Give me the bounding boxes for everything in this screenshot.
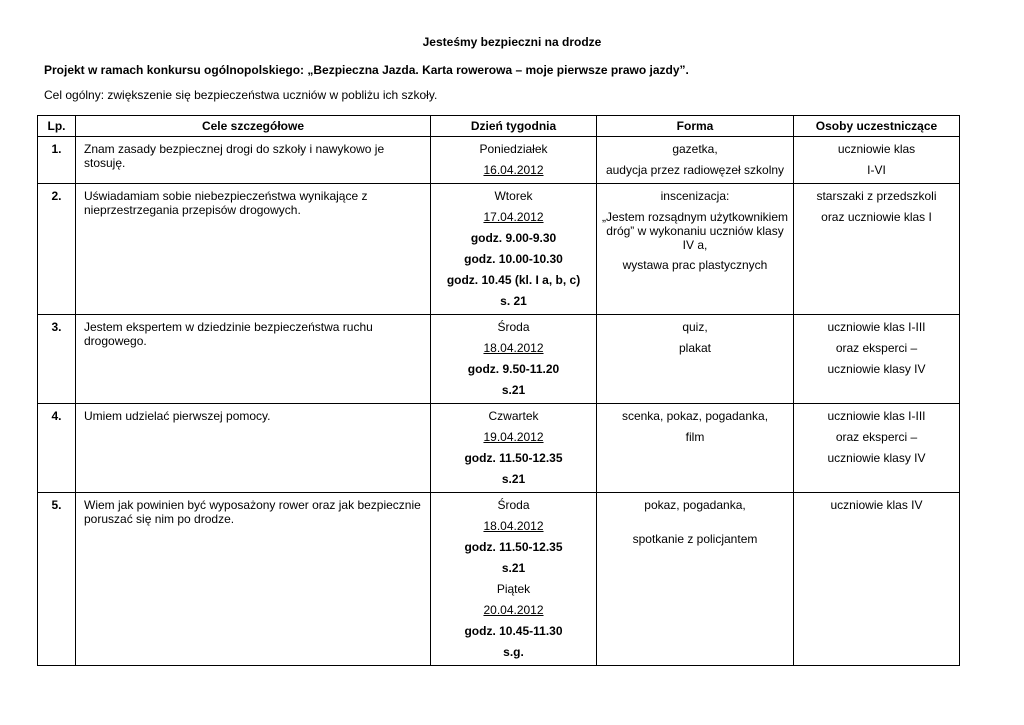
day-line: s.g.	[503, 645, 524, 659]
header-participants: Osoby uczestniczące	[794, 116, 960, 137]
row-participants	[794, 493, 960, 666]
row-day	[431, 137, 597, 184]
general-goal: Cel ogólny: zwiększenie się bezpieczeństwa uczniów w pobliżu ich szkoły.	[44, 88, 438, 102]
day-line: s.21	[501, 383, 526, 397]
row-participants	[794, 404, 960, 493]
schedule-table	[37, 115, 960, 666]
day-line: godz. 10.00-10.30	[464, 252, 563, 266]
header-day: Dzień tygodnia	[431, 116, 597, 137]
row-participants	[794, 315, 960, 404]
day-line: godz. 10.45 (kl. I a, b, c)	[446, 273, 581, 287]
participant-line: oraz eksperci –	[835, 430, 918, 444]
day-line: Poniedziałek	[479, 142, 548, 156]
header-lp: Lp.	[38, 116, 76, 137]
day-line: Czwartek	[488, 409, 539, 423]
row-form	[597, 137, 794, 184]
participant-line: oraz uczniowie klas I	[821, 210, 932, 224]
row-day	[431, 404, 597, 493]
form-line: „Jestem rozsądnym użytkownikiem dróg” w wykonaniu uczniów klasy IV a,	[601, 210, 789, 252]
row-participants	[794, 184, 960, 315]
table-row	[38, 137, 960, 184]
form-line: quiz,	[682, 320, 708, 334]
participant-line: uczniowie klasy IV	[827, 451, 926, 465]
row-number: 2.	[38, 184, 76, 315]
table-body	[38, 137, 960, 666]
row-number: 3.	[38, 315, 76, 404]
day-line: 18.04.2012	[483, 519, 544, 533]
day-line: Wtorek	[494, 189, 533, 203]
day-line: godz. 9.50-11.20	[467, 362, 560, 376]
row-form	[597, 493, 794, 666]
project-subtitle: Projekt w ramach konkursu ogólnopolskiego: „Bezpieczna Jazda. Karta rowerowa – moje pierwsze prawo jazdy”.	[44, 63, 689, 77]
row-goal: Jestem ekspertem w dziedzinie bezpieczeństwa ruchu drogowego.	[76, 315, 431, 404]
table-row	[38, 493, 960, 666]
table-row	[38, 404, 960, 493]
form-line: spotkanie z policjantem	[632, 532, 758, 546]
table-row	[38, 184, 960, 315]
day-line: godz. 11.50-12.35	[464, 451, 563, 465]
day-line: 19.04.2012	[483, 430, 544, 444]
participant-line: I-VI	[867, 163, 886, 177]
table-row	[38, 315, 960, 404]
row-form	[597, 184, 794, 315]
row-goal: Uświadamiam sobie niebezpieczeństwa wynikające z nieprzestrzegania przepisów drogowych.	[76, 184, 431, 315]
document-title: Jesteśmy bezpieczni na drodze	[422, 35, 602, 49]
participant-line: uczniowie klasy IV	[827, 362, 926, 376]
day-line: s. 21	[500, 294, 527, 308]
participant-line: uczniowie klas	[837, 142, 916, 156]
day-line: godz. 9.00-9.30	[470, 231, 557, 245]
day-line: s.21	[501, 472, 526, 486]
participant-line: starszaki z przedszkoli	[816, 189, 937, 203]
form-line: audycja przez radiowęzeł szkolny	[605, 163, 785, 177]
day-line: s.21	[501, 561, 526, 575]
day-line: Piątek	[496, 582, 531, 596]
form-line: inscenizacja:	[660, 189, 730, 203]
form-line: film	[685, 430, 705, 444]
participant-line: uczniowie klas IV	[830, 498, 923, 512]
form-line: scenka, pokaz, pogadanka,	[621, 409, 769, 423]
row-goal: Umiem udzielać pierwszej pomocy.	[76, 404, 431, 493]
participant-line: oraz eksperci –	[835, 341, 918, 355]
row-number: 5.	[38, 493, 76, 666]
row-day	[431, 315, 597, 404]
form-line: gazetka,	[672, 142, 718, 156]
form-line: wystawa prac plastycznych	[622, 258, 768, 272]
row-number: 4.	[38, 404, 76, 493]
table-header-row	[38, 116, 960, 137]
row-form	[597, 404, 794, 493]
header-form: Forma	[597, 116, 794, 137]
day-line: 16.04.2012	[483, 163, 544, 177]
row-participants	[794, 137, 960, 184]
form-line: pokaz, pogadanka,	[644, 498, 746, 512]
day-line: 20.04.2012	[483, 603, 544, 617]
participant-line: uczniowie klas I-III	[827, 320, 926, 334]
form-line: plakat	[678, 341, 712, 355]
day-line: godz. 10.45-11.30	[464, 624, 563, 638]
row-number: 1.	[38, 137, 76, 184]
row-day	[431, 493, 597, 666]
day-line: Środa	[497, 320, 530, 334]
header-goals: Cele szczegółowe	[76, 116, 431, 137]
day-line: godz. 11.50-12.35	[464, 540, 563, 554]
row-day	[431, 184, 597, 315]
row-form	[597, 315, 794, 404]
day-line: 17.04.2012	[483, 210, 544, 224]
row-goal: Znam zasady bezpiecznej drogi do szkoły i nawykowo je stosuję.	[76, 137, 431, 184]
row-goal: Wiem jak powinien być wyposażony rower oraz jak bezpiecznie poruszać się nim po drodze.	[76, 493, 431, 666]
day-line: 18.04.2012	[483, 341, 544, 355]
day-line: Środa	[497, 498, 530, 512]
participant-line: uczniowie klas I-III	[827, 409, 926, 423]
